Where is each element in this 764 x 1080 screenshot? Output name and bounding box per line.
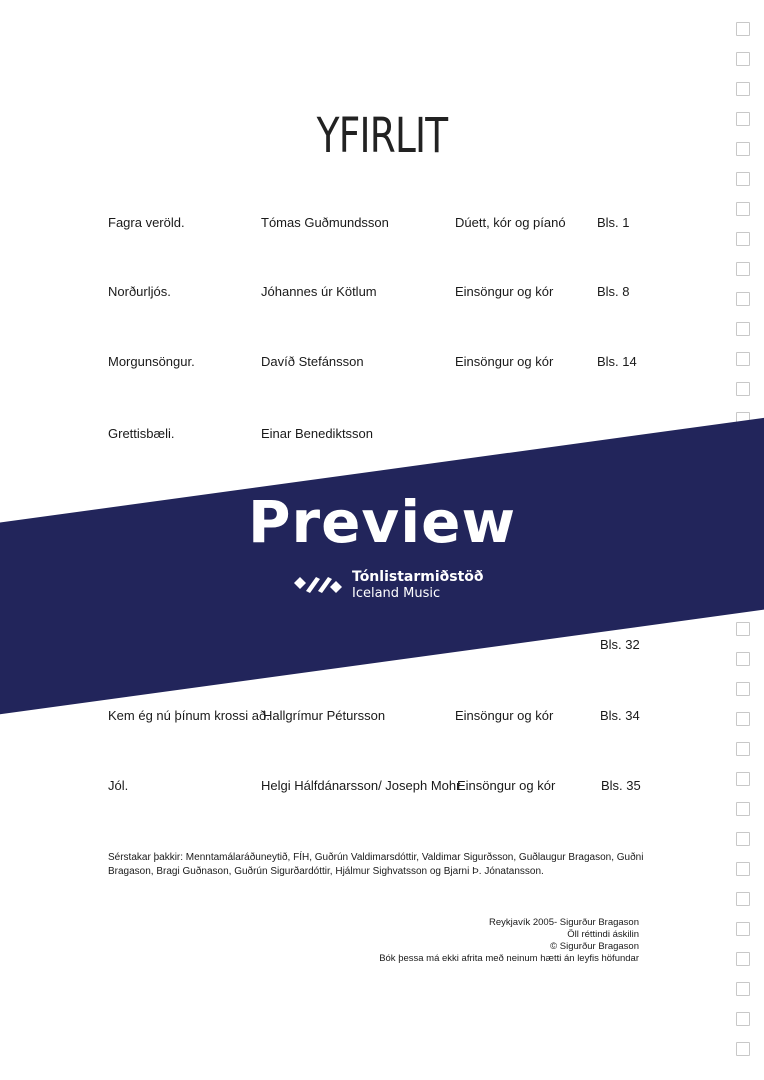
colophon-line: © Sigurður Bragason — [550, 941, 639, 952]
binding-hole — [736, 982, 750, 996]
toc-title: Fagra veröld. — [108, 215, 185, 230]
binding-hole — [736, 172, 750, 186]
colophon — [379, 917, 639, 965]
toc-scoring: Einsöngur og kór — [455, 284, 554, 299]
binding-hole — [736, 892, 750, 906]
toc-author: Helgi Hálfdánarsson/ Joseph Mohr — [261, 778, 461, 793]
toc-page: Bls. 8 — [597, 284, 630, 299]
toc-scoring: Dúett, kór og píanó — [455, 215, 566, 230]
toc-page: Bls. 32 — [600, 637, 640, 652]
binding-hole — [736, 742, 750, 756]
toc-page: Bls. 1 — [597, 215, 630, 230]
binding-hole — [736, 142, 750, 156]
toc-page: Bls. 34 — [600, 708, 640, 723]
toc-author: Davíð Stefánsson — [261, 354, 364, 369]
colophon-line: Bók þessa má ekki afrita með neinum hætti án leyfis höfundar — [379, 953, 639, 964]
toc-row — [0, 778, 764, 798]
toc-title: Norðurljós. — [108, 284, 171, 299]
toc-page: Bls. 35 — [601, 778, 641, 793]
toc-title: Jól. — [108, 778, 129, 793]
brand-subtitle: Iceland Music — [352, 586, 441, 601]
toc-author: Einar Benediktsson — [261, 426, 374, 441]
toc-row — [0, 354, 764, 374]
binding-hole — [736, 682, 750, 696]
binding-hole — [736, 862, 750, 876]
toc-page: Bls. 14 — [597, 354, 637, 369]
brand-name: Tónlistarmiðstöð — [352, 569, 484, 585]
binding-hole — [736, 832, 750, 846]
preview-label: Preview — [247, 488, 517, 556]
toc-scoring: Einsöngur og kór — [455, 354, 554, 369]
toc-title: Grettisbæli. — [108, 426, 175, 441]
toc-row — [0, 708, 764, 728]
binding-hole — [736, 1012, 750, 1026]
binding-hole — [736, 22, 750, 36]
binding-hole — [736, 922, 750, 936]
binding-hole — [736, 112, 750, 126]
binding-hole — [736, 202, 750, 216]
toc-scoring: Einsöngur og kór — [457, 778, 556, 793]
toc-scoring: Einsöngur og kór — [455, 708, 554, 723]
toc-author: Hallgrímur Pétursson — [263, 708, 386, 723]
binding-hole — [736, 82, 750, 96]
binding-hole — [736, 802, 750, 816]
binding-hole — [736, 382, 750, 396]
colophon-line: Öll réttindi áskilin — [567, 929, 639, 940]
binding-hole — [736, 622, 750, 636]
page-title: YFIRLIT — [316, 108, 448, 164]
toc-row — [0, 215, 764, 235]
toc-author: Tómas Guðmundsson — [261, 215, 389, 230]
toc-title: Morgunsöngur. — [108, 354, 195, 369]
iceland-music-logo-icon — [292, 571, 348, 597]
acknowledgements: Sérstakar þakkir: Menntamálaráðuneytið, FÍH, Guðrún Valdimarsdóttir, Valdimar Sigurðsson, Guðlaugur Bragason, Guðni Bragason, Bragi Guðnason, Guðrún Sigurðardóttir, Hjálmur Sighvatsson og Bjarni Þ. Jónatansson. — [108, 852, 644, 877]
binding-hole — [736, 52, 750, 66]
colophon-line: Reykjavík 2005- Sigurður Bragason — [489, 917, 639, 928]
toc-row — [0, 284, 764, 304]
preview-banner — [0, 413, 764, 718]
toc-title: Kem ég nú þínum krossi að. — [108, 708, 270, 723]
binding-hole — [736, 952, 750, 966]
binding-hole — [736, 262, 750, 276]
toc-author: Jóhannes úr Kötlum — [261, 284, 377, 299]
binding-hole — [736, 1042, 750, 1056]
binding-hole — [736, 322, 750, 336]
